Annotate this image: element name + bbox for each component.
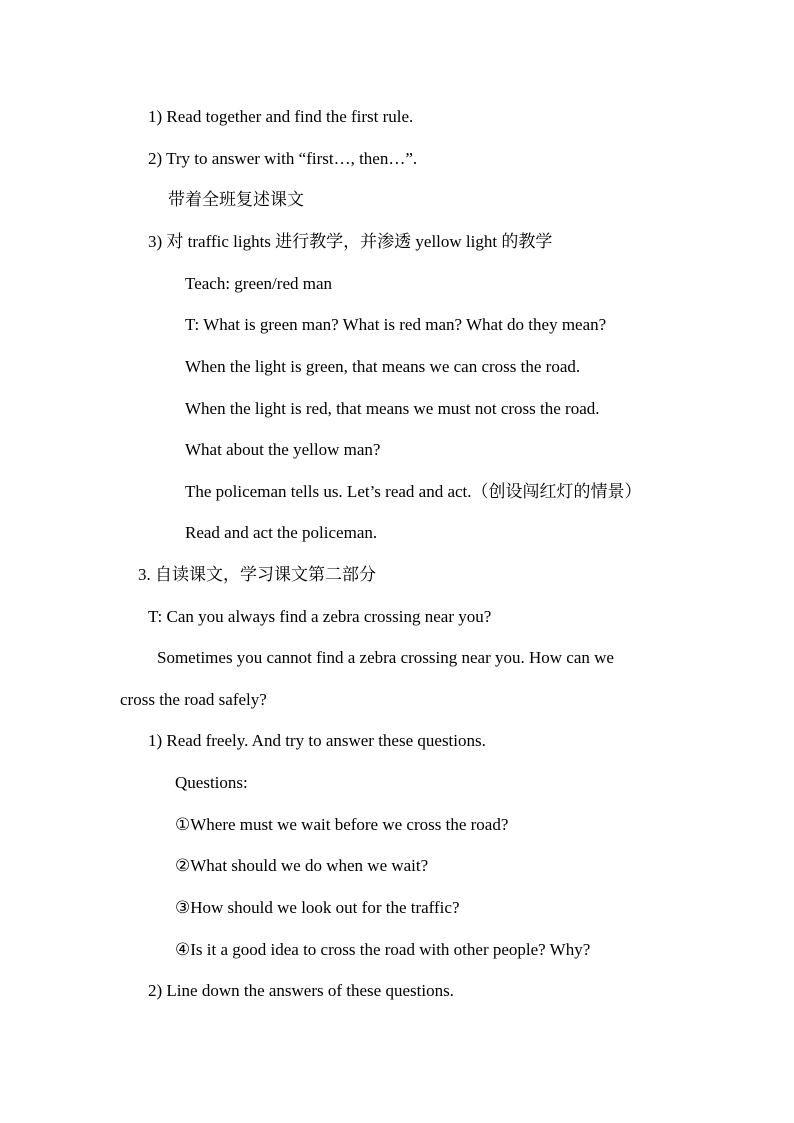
retell-text-note: 带着全班复述课文 <box>168 190 304 209</box>
sometimes-line: Sometimes you cannot find a zebra crossing near you. How can we <box>157 648 614 667</box>
policeman-line: The policeman tells us. Let’s read and act.（创设闯红灯的情景） <box>185 482 642 501</box>
green-light-line: When the light is green, that means we can cross the road. <box>185 357 581 376</box>
question-1: ①Where must we wait before we cross the road? <box>175 815 509 834</box>
read-act-line: Read and act the policeman. <box>185 523 378 542</box>
step-traffic-lights: 3) 对 traffic lights 进行教学，并渗透 yellow light 的教学 <box>148 232 553 251</box>
red-light-line: When the light is red, that means we must not cross the road. <box>185 399 600 418</box>
section-3-heading: 3. 自读课文，学习课文第二部分 <box>138 565 376 584</box>
question-2: ②What should we do when we wait? <box>175 856 429 875</box>
cross-safely-line: cross the road safely? <box>120 690 267 709</box>
teacher-question-line: T: What is green man? What is red man? What do they mean? <box>185 315 607 334</box>
step-read-freely: 1) Read freely. And try to answer these questions. <box>148 731 486 750</box>
zebra-question-line: T: Can you always find a zebra crossing near you? <box>148 607 492 626</box>
question-3: ③How should we look out for the traffic? <box>175 898 460 917</box>
question-4: ④Is it a good idea to cross the road with other people? Why? <box>175 940 591 959</box>
questions-label: Questions: <box>175 773 248 792</box>
step-read-together: 1) Read together and find the first rule. <box>148 107 414 126</box>
step-line-down: 2) Line down the answers of these questions. <box>148 981 454 1000</box>
teach-line: Teach: green/red man <box>185 274 333 293</box>
yellow-man-line: What about the yellow man? <box>185 440 381 459</box>
step-try-answer: 2) Try to answer with “first…, then…”. <box>148 149 418 168</box>
